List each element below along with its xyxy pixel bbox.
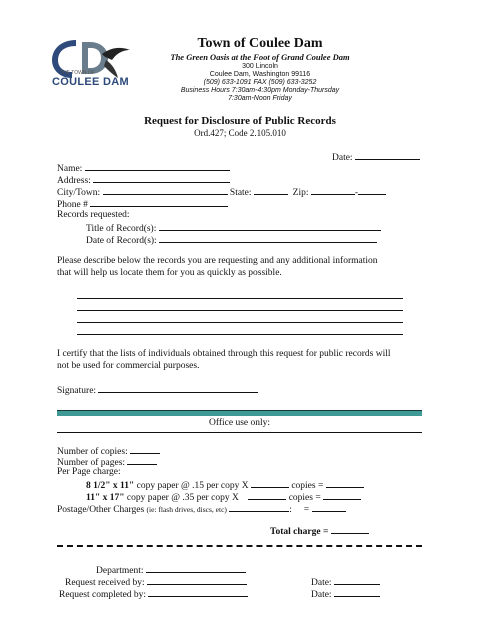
friday-hours: 7:30am-Noon Friday <box>228 95 292 102</box>
postage-desc-field[interactable] <box>229 503 289 512</box>
tagline: The Green Oasis at the Foot of Grand Coulee Dam <box>170 52 350 62</box>
phone-label: Phone # <box>57 200 88 210</box>
description-line[interactable] <box>77 310 403 311</box>
total-row <box>270 525 369 539</box>
pages-label: Number of pages: <box>57 458 126 468</box>
signature-row <box>57 384 258 398</box>
name-label: Name: <box>57 164 83 174</box>
state-label: State: <box>229 188 252 198</box>
zip-label: Zip: <box>292 188 309 198</box>
date-records-field[interactable] <box>159 234 377 243</box>
department-label: Department: <box>96 566 144 576</box>
city-field[interactable] <box>103 186 228 195</box>
postage-total-field[interactable] <box>312 503 346 512</box>
city-row: City/Town: State: Zip: - <box>57 186 386 200</box>
received-date-label: Date: <box>311 578 332 588</box>
completed-date-row <box>311 588 380 602</box>
business-hours: Business Hours 7:30am-4:30pm Monday-Thursday <box>180 87 340 94</box>
letter-size-copies-field[interactable] <box>251 479 289 488</box>
letter-size-total-field[interactable] <box>326 479 364 488</box>
state-field[interactable] <box>254 186 288 195</box>
address-line2: Coulee Dam, Washington 99116 <box>209 71 311 78</box>
letter-size-rate: copy paper @ .15 per copy X <box>136 481 249 491</box>
phone-field[interactable] <box>90 198 228 207</box>
office-use-accent-bar <box>57 410 422 416</box>
total-label: Total charge = <box>270 527 329 537</box>
describe-text-line1: Please describe below the records you are requesting and any additional information <box>57 256 378 266</box>
department-field[interactable] <box>146 564 246 573</box>
zip-ext-field[interactable] <box>358 186 386 195</box>
completed-date-label: Date: <box>311 590 332 600</box>
tabloid-size-copies-field[interactable] <box>248 491 286 500</box>
address-field[interactable] <box>93 174 230 183</box>
describe-text-line2: that will help us locate them for you as quickly as possible. <box>57 268 282 278</box>
received-field[interactable] <box>147 576 247 585</box>
completed-date-field[interactable] <box>334 588 380 597</box>
completed-label: Request completed by: <box>59 590 147 600</box>
title-records-label: Title of Record(s): <box>86 224 157 234</box>
city-label: City/Town: <box>57 188 101 198</box>
tabloid-size-total-field[interactable] <box>323 491 361 500</box>
signature-field[interactable] <box>98 384 258 393</box>
form-subtitle: Ord.427; Code 2.105.010 <box>194 128 286 138</box>
office-divider <box>57 432 422 433</box>
description-line[interactable] <box>77 298 403 299</box>
postage-note: (ie: flash drives, discs, etc) <box>146 505 227 514</box>
town-logo <box>46 38 132 94</box>
received-date-field[interactable] <box>334 576 380 585</box>
certify-text-line1: I certify that the lists of individuals obtained through this request for public records will <box>57 349 391 359</box>
letter-copies-eq: copies = <box>291 481 324 491</box>
logo-text-main: COULEE DAM <box>52 76 129 88</box>
office-use-heading: Office use only: <box>208 418 271 428</box>
received-label: Request received by: <box>65 578 145 588</box>
description-line[interactable] <box>77 334 403 335</box>
postage-label: Postage/Other Charges <box>57 505 145 515</box>
certify-text-line2: not be used for commercial purposes. <box>57 361 200 371</box>
postage-row <box>57 503 346 517</box>
pages-field[interactable] <box>127 456 157 465</box>
date-records-label: Date of Record(s): <box>86 236 157 246</box>
completed-row <box>59 588 248 602</box>
tabloid-size-rate: copy paper @ .35 per copy X <box>126 493 239 503</box>
logo-text-top: THE TOWN OF <box>60 70 95 76</box>
signature-label: Signature: <box>57 386 97 396</box>
postage-eq: : = <box>289 505 310 515</box>
address-label: Address: <box>57 176 91 186</box>
tabloid-copies-eq: copies = <box>288 493 321 503</box>
completed-field[interactable] <box>148 588 248 597</box>
copies-field[interactable] <box>130 445 160 454</box>
tabloid-size-label: 11" x 17" <box>86 493 125 503</box>
letter-size-label: 8 1/2" x 11" <box>86 481 135 491</box>
date-label: Date: <box>332 153 353 163</box>
description-line[interactable] <box>77 322 403 323</box>
title-records-field[interactable] <box>159 222 381 231</box>
records-label: Records requested: <box>57 210 130 220</box>
dashed-separator <box>57 545 422 547</box>
date-records-row <box>86 234 377 248</box>
town-name: Town of Coulee Dam <box>197 36 323 51</box>
form-title: Request for Disclosure of Public Records <box>144 115 336 127</box>
total-field[interactable] <box>331 525 369 534</box>
name-field[interactable] <box>85 162 230 171</box>
date-field[interactable] <box>355 151 420 160</box>
date-row <box>332 151 420 165</box>
zip-field[interactable] <box>311 186 355 195</box>
copies-label: Number of copies: <box>57 447 128 457</box>
address-line1: 300 Lincoln <box>242 63 278 70</box>
per-page-label: Per Page charge: <box>57 467 121 477</box>
phone-fax: (509) 633-1091 FAX (509) 633-3252 <box>203 79 317 86</box>
